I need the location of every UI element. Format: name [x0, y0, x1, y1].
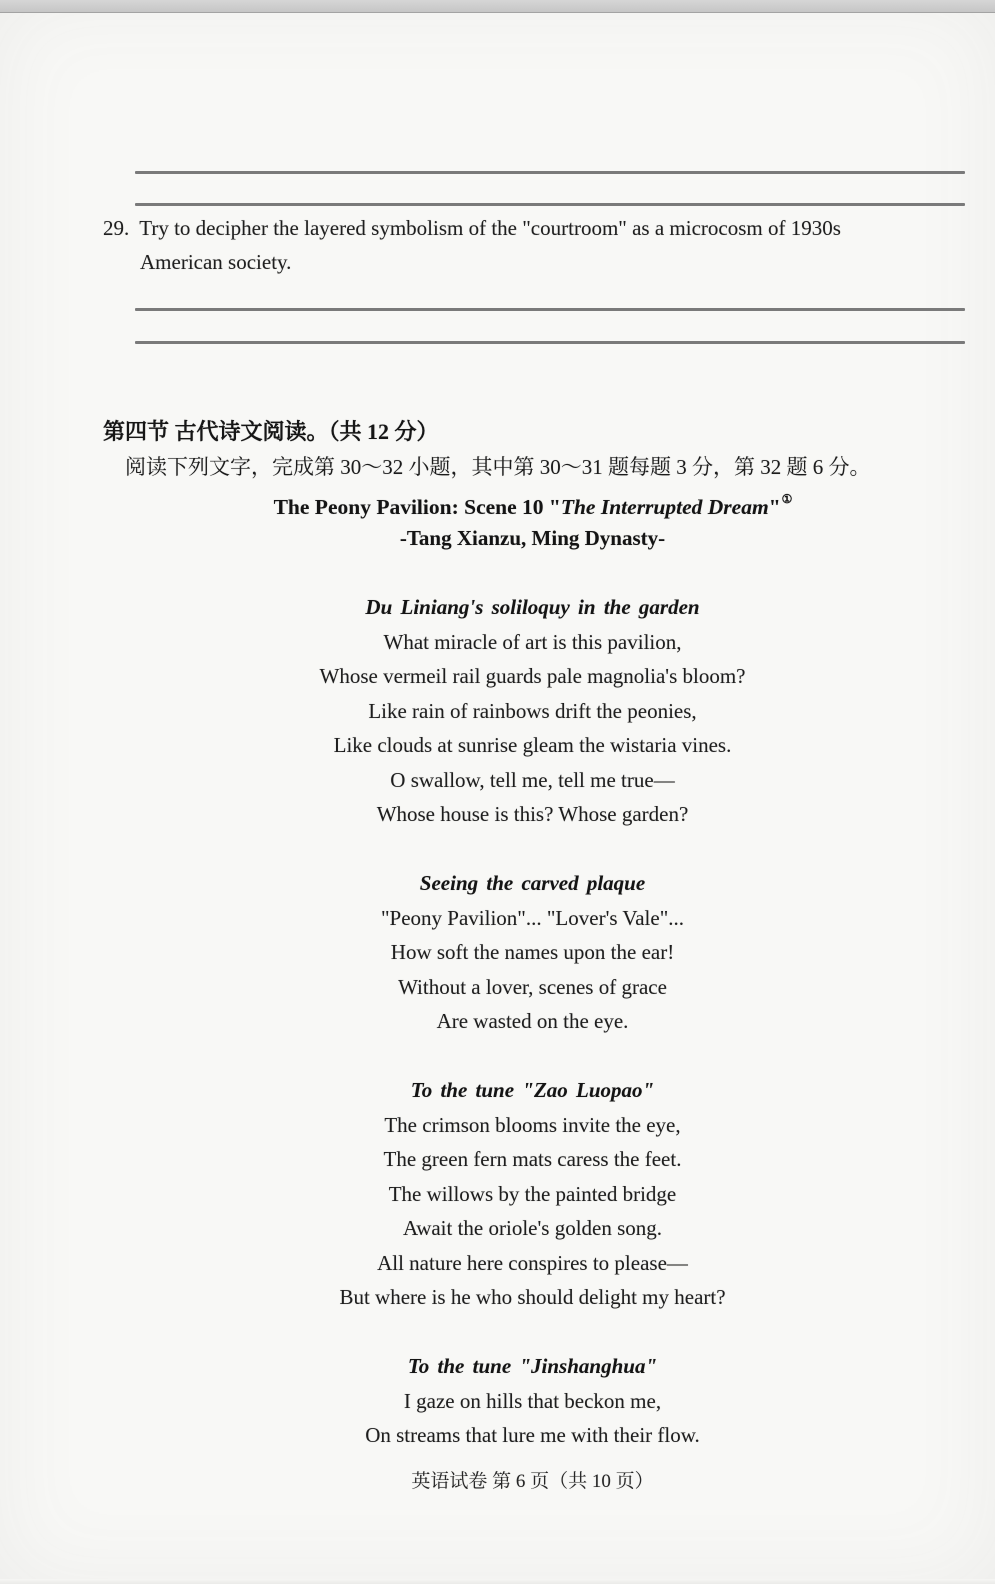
- poem-line: "Peony Pavilion"... "Lover's Vale"...: [380, 905, 685, 930]
- poem-line: Like rain of rainbows drift the peonies,: [368, 698, 697, 723]
- poem-stanza-1: [102, 590, 963, 832]
- poem-line: Without a lover, scenes of grace: [398, 974, 667, 999]
- poem-line: The willows by the painted bridge: [388, 1181, 677, 1206]
- poem-line: But where is he who should delight my heart?: [339, 1285, 726, 1309]
- stanza-heading: Seeing the carved plaque: [419, 871, 646, 895]
- stanza-heading: To the tune "Jinshanghua": [407, 1354, 658, 1378]
- passage-title: [102, 487, 963, 522]
- passage-title-prefix: The Peony Pavilion: Scene 10 ": [273, 495, 561, 520]
- poem-line: Await the oriole's golden song.: [402, 1216, 663, 1240]
- answer-line: [135, 341, 965, 344]
- answer-line: [135, 203, 965, 206]
- poem-line: I gaze on hills that beckon me,: [403, 1388, 662, 1413]
- stanza-heading: To the tune "Zao Luopao": [410, 1078, 655, 1102]
- poem-line: O swallow, tell me, tell me true—: [390, 767, 675, 792]
- poem-stanza-3: [102, 1073, 963, 1315]
- poem-stanza-4: [102, 1349, 963, 1453]
- poem-line: Like clouds at sunrise gleam the wistaria vines.: [333, 733, 732, 757]
- poem-line: What miracle of art is this pavilion,: [383, 629, 682, 654]
- answer-line: [135, 171, 965, 174]
- poem-line: Are wasted on the eye.: [436, 1009, 629, 1033]
- poem-line: On streams that lure me with their flow.: [365, 1423, 700, 1447]
- question-29-text-line2: American society.: [140, 250, 292, 274]
- poem-line: How soft the names upon the ear!: [390, 940, 675, 964]
- footnote-mark: ①: [781, 492, 793, 506]
- question-29-number: 29.: [103, 216, 130, 240]
- passage-author: -Tang Xianzu, Ming Dynasty-: [399, 526, 666, 550]
- poem: [102, 590, 963, 1453]
- poem-line: Whose vermeil rail guards pale magnolia's bloom?: [319, 664, 746, 688]
- page-footer: 英语试卷 第 6 页（共 10 页）: [411, 1471, 654, 1492]
- question-29: [103, 213, 841, 243]
- poem-stanza-2: [102, 866, 963, 1039]
- passage-title-close-quote: ": [768, 495, 781, 520]
- section-header: 第四节 古代诗文阅读。（共 12 分）: [103, 419, 439, 444]
- stanza-heading: Du Liniang's soliloquy in the garden: [365, 595, 700, 619]
- poem-line: The crimson blooms invite the eye,: [384, 1112, 681, 1137]
- poem-line: Whose house is this? Whose garden?: [376, 802, 689, 826]
- poem-line: The green fern mats caress the feet.: [383, 1147, 682, 1171]
- answer-line: [135, 308, 965, 311]
- passage-title-italic: The Interrupted Dream: [560, 495, 769, 520]
- poem-line: All nature here conspires to please—: [377, 1250, 688, 1275]
- section-instruction: 阅读下列文字，完成第 30～32 小题，其中第 30～31 题每题 3 分，第 32 题 6 分。: [125, 455, 871, 479]
- question-29-text-line1: Try to decipher the layered symbolism of the "courtroom" as a microcosm of 1930s: [139, 216, 841, 240]
- window-top-bar: [0, 0, 995, 13]
- page-bottom-edge: [0, 1579, 995, 1584]
